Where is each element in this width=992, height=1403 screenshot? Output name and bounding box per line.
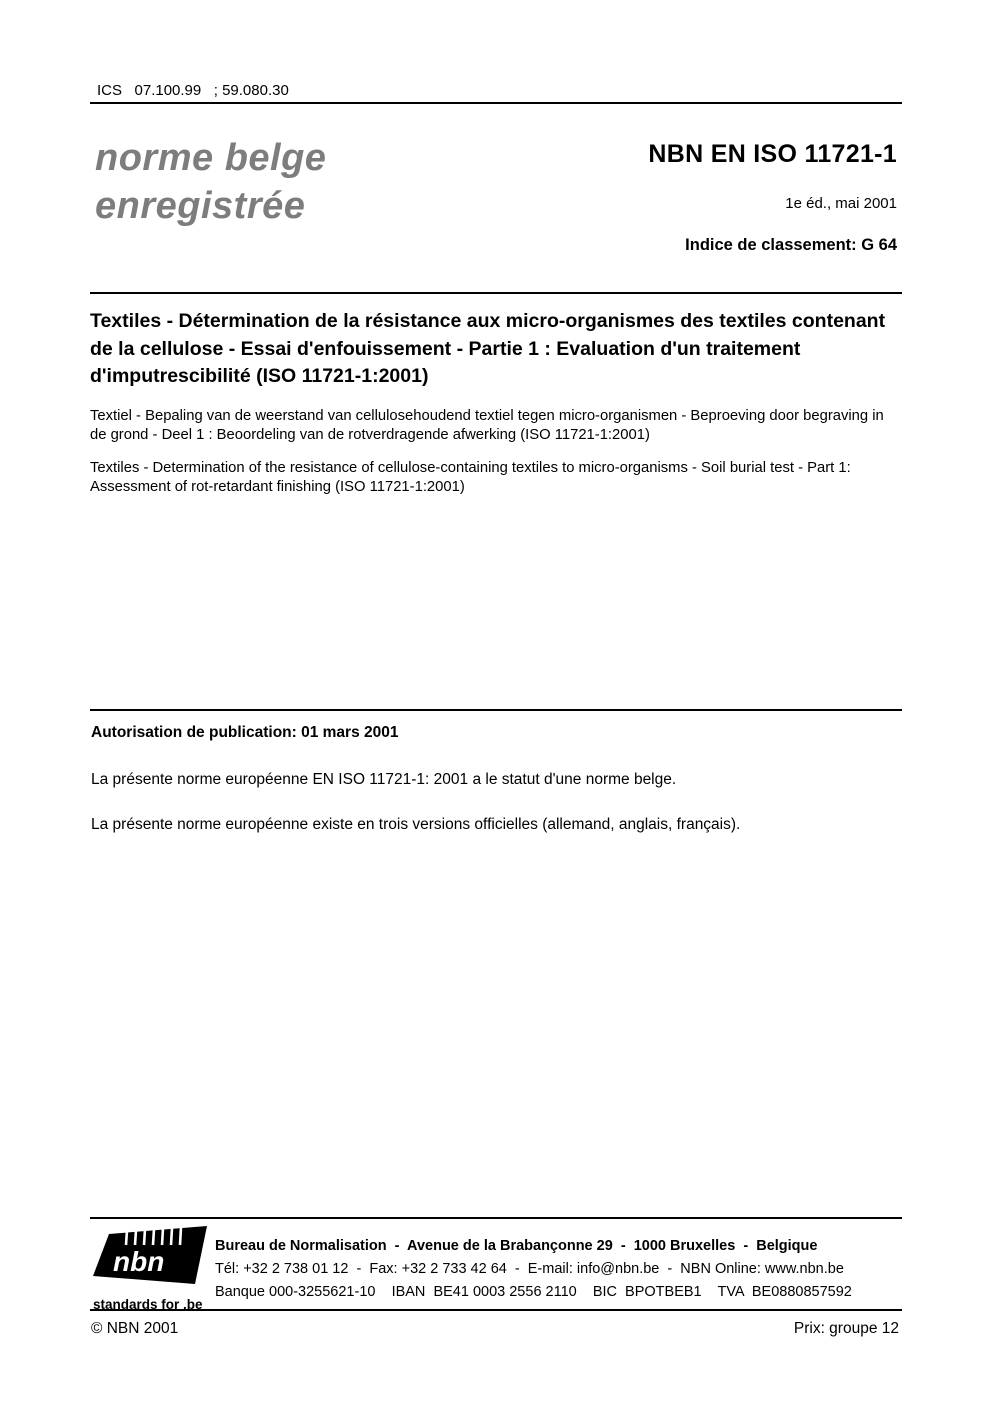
edition-date: 1e éd., mai 2001 — [785, 195, 897, 212]
statement-status: La présente norme européenne EN ISO 11721-1: 2001 a le statut d'une norme belge. — [91, 771, 677, 788]
logo-caption: standards for .be — [93, 1297, 203, 1312]
footer-contact-block — [215, 1235, 852, 1304]
copyright-notice: © NBN 2001 — [91, 1320, 179, 1337]
header-right-block — [648, 140, 897, 255]
document-type-line1: norme belge — [95, 137, 327, 179]
nbn-logo-mark — [93, 1226, 211, 1290]
nbn-logo — [93, 1226, 213, 1312]
statement-versions: La présente norme européenne existe en trois versions officielles (allemand, anglais, français). — [91, 816, 741, 833]
ics-code: ICS 07.100.99 ; 59.080.30 — [97, 82, 289, 99]
title-french: Textiles - Détermination de la résistance aux micro-organismes des textiles contenant de la cellulose - Essai d'enfouissement - Partie 1 : Evaluation d'un traitement d'imputrescibilité (ISO 11721-1:2001) — [90, 310, 886, 387]
document-type-line2: enregistrée — [95, 185, 306, 227]
divider-publication — [90, 709, 902, 711]
title-english: Textiles - Determination of the resistance of cellulose-containing textiles to micro-organisms - Soil burial test - Part 1: Assessment of rot-retardant finishing (ISO 11721-1:2001) — [90, 459, 851, 495]
title-block — [90, 308, 904, 497]
divider-top — [90, 102, 902, 104]
logo-text: nbn — [113, 1246, 165, 1277]
footer-contact: Tél: +32 2 738 01 12 - Fax: +32 2 733 42 64 - E-mail: info@nbn.be - NBN Online: www.nbn.be — [215, 1261, 844, 1277]
document-type — [95, 134, 326, 230]
publication-authorization: Autorisation de publication: 01 mars 2001 — [91, 724, 399, 741]
standard-number: NBN EN ISO 11721-1 — [648, 140, 897, 168]
price-group: Prix: groupe 12 — [793, 1320, 899, 1337]
divider-copyright — [90, 1309, 902, 1311]
divider-header — [90, 292, 902, 294]
footer-address: Bureau de Normalisation - Avenue de la Brabançonne 29 - 1000 Bruxelles - Belgique — [215, 1238, 818, 1254]
divider-footer — [90, 1217, 902, 1219]
footer-bank: Banque 000-3255621-10 IBAN BE41 0003 2556 2110 BIC BPOTBEB1 TVA BE0880857592 — [215, 1284, 852, 1300]
title-dutch: Textiel - Bepaling van de weerstand van cellulosehoudend textiel tegen micro-organismen - Beproeving door begraving in de grond - Deel 1 : Beoordeling van de rotverdragende afwerking (ISO 11721-1:2001) — [90, 407, 884, 443]
classification-index: Indice de classement: G 64 — [685, 236, 897, 254]
